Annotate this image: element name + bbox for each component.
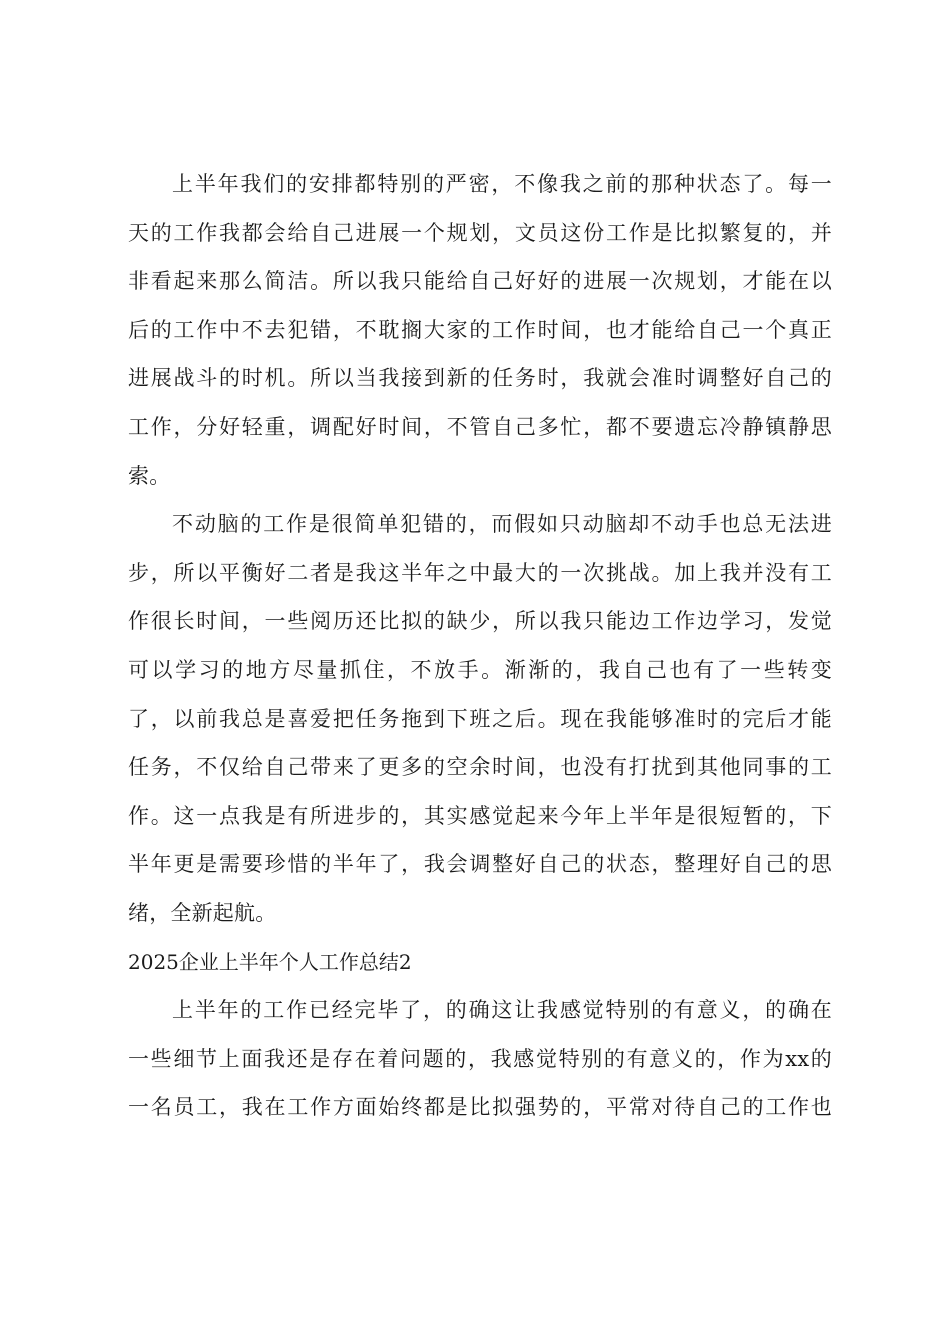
paragraph-3 <box>128 986 832 1132</box>
paragraph-line: 绪，全新起航。 <box>128 900 277 925</box>
paragraph-line: 作很长时间，一些阅历还比拟的缺少，所以我只能边工作边学习，发觉 <box>128 609 832 634</box>
section-heading: 2025企业上半年个人工作总结2 <box>128 949 412 974</box>
paragraph-line: 工作，分好轻重，调配好时间，不管自己多忙，都不要遗忘冷静镇静思 <box>128 414 832 439</box>
paragraph-2 <box>128 500 832 937</box>
paragraph-line: 半年更是需要珍惜的半年了，我会调整好自己的状态，整理好自己的思 <box>128 852 832 877</box>
paragraph-line: 一名员工，我在工作方面始终都是比拟强势的，平常对待自己的工作也 <box>128 1095 832 1120</box>
paragraph-line: 后的工作中不去犯错，不耽搁大家的工作时间，也才能给自己一个真正 <box>128 317 832 342</box>
paragraph-1 <box>128 160 832 500</box>
document-page <box>128 160 832 1132</box>
paragraph-line: 可以学习的地方尽量抓住，不放手。渐渐的，我自己也有了一些转变 <box>128 657 832 682</box>
paragraph-line: 非看起来那么简洁。所以我只能给自己好好的进展一次规划，才能在以 <box>128 269 832 294</box>
paragraph-line: 天的工作我都会给自己进展一个规划，文员这份工作是比拟繁复的，并 <box>128 220 832 245</box>
paragraph-line: 任务，不仅给自己带来了更多的空余时间，也没有打扰到其他同事的工 <box>128 755 832 780</box>
paragraph-line: 进展战斗的时机。所以当我接到新的任务时，我就会准时调整好自己的 <box>128 366 832 391</box>
paragraph-line: 索。 <box>128 463 171 488</box>
paragraph-line: 上半年的工作已经完毕了，的确这让我感觉特别的有意义，的确在 <box>172 998 832 1023</box>
paragraph-line: 了，以前我总是喜爱把任务拖到下班之后。现在我能够准时的完后才能 <box>128 706 832 731</box>
paragraph-line: 不动脑的工作是很简单犯错的，而假如只动脑却不动手也总无法进 <box>172 512 832 537</box>
paragraph-line: 作。这一点我是有所进步的，其实感觉起来今年上半年是很短暂的，下 <box>128 803 832 828</box>
paragraph-line: 步，所以平衡好二者是我这半年之中最大的一次挑战。加上我并没有工 <box>128 560 832 585</box>
paragraph-line: 一些细节上面我还是存在着问题的，我感觉特别的有意义的，作为xx的 <box>128 1046 832 1071</box>
paragraph-line: 上半年我们的安排都特别的严密，不像我之前的那种状态了。每一 <box>172 172 832 196</box>
